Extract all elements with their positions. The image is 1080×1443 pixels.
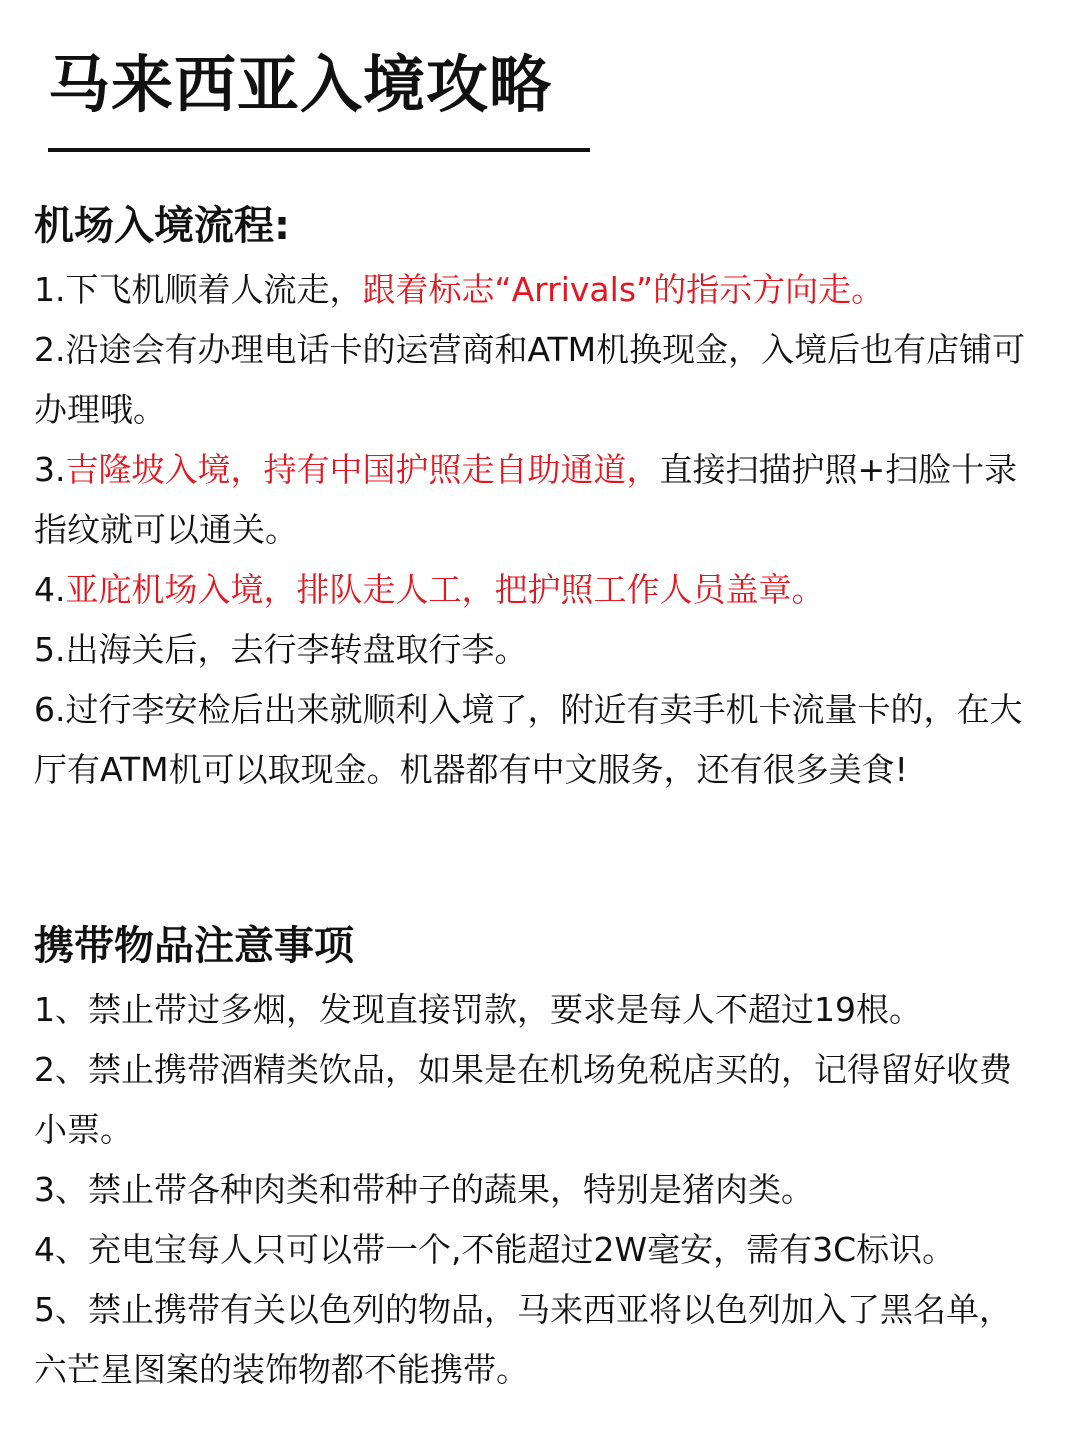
section-heading-items: 携带物品注意事项 <box>34 923 354 969</box>
arrival-step-3-highlight: 吉隆坡入境，持有中国护照走自助通道， <box>65 450 660 489</box>
arrival-step-4 <box>34 560 1044 620</box>
arrival-step-6-text: 6.过行李安检后出来就顺利入境了，附近有卖手机卡流量卡的，在大厅有ATM机可以取现金。机器都有中文服务，还有很多美食! <box>34 690 1023 789</box>
item-rule-5: 5、禁止携带有关以色列的物品，马来西亚将以色列加入了黑名单，六芒星图案的装饰物都不能携带。 <box>34 1290 1012 1389</box>
item-rule-1: 1、禁止带过多烟，发现直接罚款，要求是每人不超过19根。 <box>34 990 922 1029</box>
arrival-step-3-number: 3. <box>34 450 66 489</box>
item-rule-3: 3、禁止带各种肉类和带种子的蔬果，特别是猪肉类。 <box>34 1170 814 1209</box>
section-heading-arrival: 机场入境流程: <box>34 203 290 249</box>
arrival-step-3-text: 直接扫描护照+扫脸十录指纹就可以通关。 <box>34 450 1018 549</box>
arrival-step-2-text: 2.沿途会有办理电话卡的运营商和ATM机换现金，入境后也有店铺可办理哦。 <box>34 330 1026 429</box>
item-rule-2: 2、禁止携带酒精类饮品，如果是在机场免税店买的，记得留好收费小票。 <box>34 1050 1012 1149</box>
arrival-step-1-text: 1.下飞机顺着人流走， <box>34 270 363 309</box>
arrival-step-4-highlight: 亚庇机场入境，排队走人工，把护照工作人员盖章。 <box>65 570 825 609</box>
arrival-step-6 <box>34 680 1044 800</box>
arrival-step-2 <box>34 320 1044 440</box>
arrival-step-3 <box>34 440 1044 560</box>
arrival-step-4-number: 4. <box>34 570 66 609</box>
airport-arrival-section <box>34 196 1044 800</box>
arrival-step-5-text: 5.出海关后，去行李转盘取行李。 <box>34 630 528 669</box>
arrival-step-5 <box>34 620 1044 680</box>
arrival-step-1-highlight: 跟着标志“Arrivals”的指示方向走。 <box>362 270 885 309</box>
item-rule-4: 4、充电宝每人只可以带一个,不能超过2W毫安，需有3C标识。 <box>34 1230 956 1269</box>
arrival-step-1 <box>34 260 1044 320</box>
page-title: 马来西亚入境攻略 <box>48 48 553 121</box>
title-underline <box>48 148 590 152</box>
carry-items-section <box>34 916 1044 1400</box>
